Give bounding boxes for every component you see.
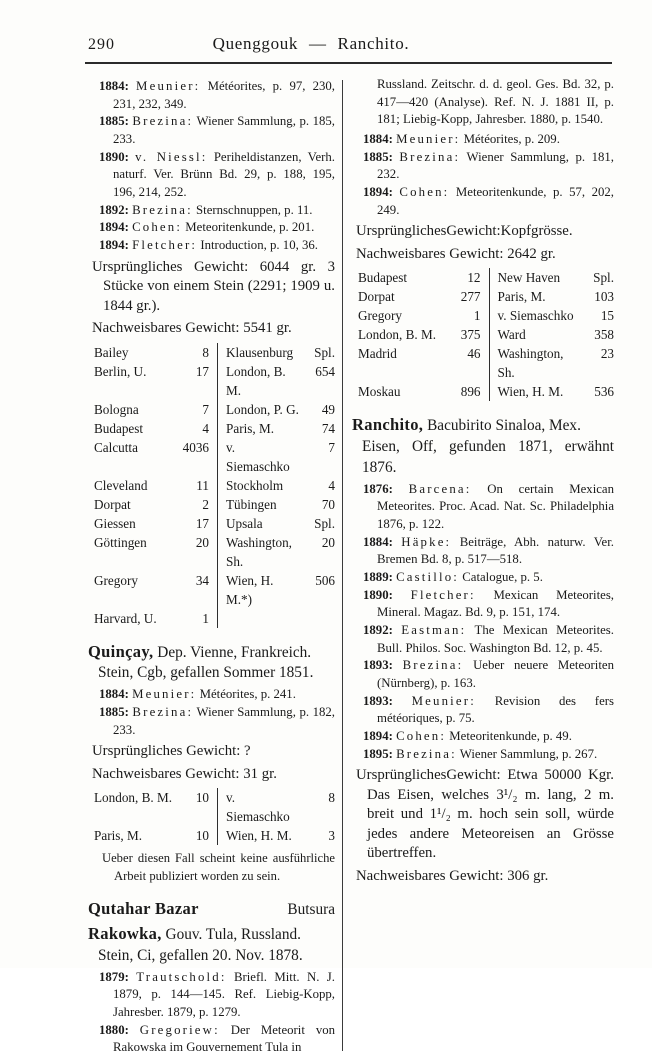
entry-text: Wiener Sammlung, p. 182, 233.	[113, 704, 336, 737]
holder-weight: 536	[594, 384, 614, 400]
entry-year: 1884:	[363, 131, 393, 146]
quenggouk-references	[88, 78, 335, 255]
entry-author: Castillo:	[396, 569, 460, 584]
section-quincay	[88, 641, 335, 886]
entry-text: Beiträge, Abh. naturw. Ver. Bremen Bd. 8, p. 517—518.	[377, 534, 614, 567]
ref-entry	[88, 704, 335, 739]
table-row	[94, 571, 335, 609]
holder-weight: 4036	[182, 439, 209, 455]
holder-weight: 74	[321, 420, 335, 436]
entry-author: Häpke:	[401, 534, 452, 549]
table-row	[94, 438, 335, 476]
holder-weight: 17	[195, 363, 209, 379]
table-row	[358, 268, 614, 287]
ref-entry	[88, 686, 335, 704]
holder-weight: 4	[202, 420, 209, 436]
ref-entry	[88, 219, 335, 237]
holder-name: Calcutta	[94, 439, 138, 455]
meteorite-location: Dep. Vienne, Frankreich.	[153, 643, 312, 661]
holder-name: Moskau	[358, 384, 401, 400]
entry-year: 1894:	[363, 184, 393, 199]
entry-text: Mexican Meteorites, Mineral. Magaz. Bd. 9, p. 151, 174.	[377, 587, 615, 620]
quincay-references	[88, 686, 335, 739]
ref-entry	[352, 746, 614, 764]
meteorite-name: Ranchito,	[352, 415, 424, 435]
meteorite-description: Stein, Ci, gefallen 20. Nov. 1878.	[98, 946, 303, 964]
holder-name: Giessen	[94, 515, 136, 531]
holder-weight: 1	[473, 308, 481, 324]
entry-text: Météorites, p. 209.	[463, 131, 560, 146]
holder-weight: 10	[195, 828, 209, 844]
entry-text: The Mexican Meteorites. Bull. Philos. Soc. Washington Bd. 12, p. 45.	[377, 622, 614, 655]
entry-author: Eastman:	[401, 622, 467, 637]
holder-weight: Spl.	[593, 270, 614, 286]
table-row	[94, 495, 335, 514]
entry-text: Wiener Sammlung, p. 267.	[459, 746, 598, 761]
weight-line: UrsprünglichesGewicht: Etwa 50000 Kgr. Das Eisen, welches 3¹/₂ m. lang, 2 m. breit und 1¹/₂ m. hoch sein soll, würde jedes andere Meteoreisen an Grösse übertreffen.	[356, 767, 614, 862]
holder-name: Ward	[489, 325, 580, 344]
entry-author: Brezina:	[402, 658, 464, 673]
entry-author: Brezina:	[396, 746, 457, 761]
holder-weight: 49	[321, 401, 335, 417]
meteorite-description: Eisen, Off, gefunden 1871, erwähnt 1876.	[362, 438, 614, 476]
holder-weight: 7	[328, 439, 335, 455]
entry-author: Cohen:	[132, 220, 183, 235]
holder-weight: 277	[460, 289, 481, 305]
ref-entry	[88, 969, 335, 1022]
holder-name: Bologna	[94, 401, 139, 417]
ranchito-references	[352, 481, 614, 764]
table-row	[358, 325, 614, 344]
rakowka-weights	[352, 222, 614, 264]
entry-text: Briefl. Mitt. N. J. 1879, p. 144—145. Ref. Liebig-Kopp, Jahresber. 1879, p. 1279.	[113, 969, 335, 1019]
entry-year: 1885:	[99, 114, 129, 129]
table-row	[94, 609, 335, 628]
entry-year: 1885:	[363, 149, 393, 164]
entry-text: Meteoritenkunde, p. 201.	[185, 220, 315, 235]
entry-year: 1884:	[99, 687, 129, 702]
holder-name: Paris, M.	[94, 828, 142, 844]
holder-weight: 3	[328, 828, 335, 844]
holder-name: v. Siemaschko	[217, 438, 300, 476]
entry-year: 1893:	[363, 693, 393, 708]
ref-entry	[352, 569, 614, 587]
quincay-weights	[88, 742, 335, 784]
holder-weight: 896	[460, 384, 481, 400]
meteorite-location: Bacubirito Sinaloa, Mex.	[423, 417, 581, 435]
holder-weight: 7	[202, 401, 209, 417]
holder-weight: 15	[600, 308, 614, 324]
meteorite-name: Quinçay,	[88, 641, 154, 661]
ref-entry	[88, 202, 335, 220]
entry-year: 1876:	[363, 481, 393, 496]
entry-text: Revision des fers météoriques, p. 75.	[377, 693, 614, 726]
meteorite-name: Rakowka,	[88, 924, 162, 944]
entry-author: Brezina:	[132, 202, 193, 217]
entry-author: Cohen:	[396, 728, 447, 743]
rakowka-continuation: Russland. Zeitschr. d. d. geol. Ges. Bd. 32, p. 417—420 (Analyse). Ref. N. J. 1881 II, p. 181; Liebig-Kopp, Jahresber. 1880, p. 1540.	[377, 77, 614, 127]
holder-weight: 2	[202, 496, 209, 512]
entry-text: Météorites, p. 97, 230, 231, 232, 349.	[113, 79, 336, 111]
rakowka-references	[88, 969, 335, 1057]
table-row	[358, 344, 614, 382]
entry-text: Meteoritenkunde, p. 57, 202, 249.	[377, 184, 614, 217]
table-row	[94, 788, 335, 826]
entry-author: Barcena:	[408, 481, 472, 496]
weight-line: Ursprüngliches Gewicht: ?	[92, 743, 251, 760]
header-rule	[85, 62, 612, 64]
holder-name: London, B. M.	[94, 790, 173, 806]
entry-year: 1879:	[99, 969, 129, 984]
cross-reference-qutahar	[88, 899, 335, 919]
ref-entry	[88, 149, 335, 202]
entry-year: 1890:	[363, 587, 393, 602]
ref-entry	[352, 693, 614, 728]
entry-author: Brezina:	[132, 704, 194, 719]
holder-weight: 8	[202, 344, 209, 360]
holder-weight: Spl.	[314, 344, 335, 360]
table-row	[358, 382, 614, 401]
holder-weight: 8	[328, 790, 335, 806]
holder-weight: 46	[467, 346, 481, 362]
entry-author: Gregoriew:	[139, 1022, 220, 1037]
holder-name: Cleveland	[94, 477, 148, 493]
ref-entry	[352, 131, 614, 149]
section-heading	[88, 923, 335, 946]
holder-name: Dorpat	[94, 496, 131, 512]
holder-weight: 12	[467, 270, 481, 286]
table-row	[94, 476, 335, 495]
weight-line: Nachweisbares Gewicht: 5541 gr.	[92, 320, 292, 337]
holder-name: Upsala	[217, 514, 300, 533]
holder-weight: Spl.	[314, 515, 335, 531]
weight-line: Nachweisbares Gewicht: 2642 gr.	[356, 245, 556, 262]
ref-entry	[352, 728, 614, 746]
quincay-holdings-table	[94, 788, 335, 845]
left-column	[88, 76, 335, 1057]
holder-name: Berlin, U.	[94, 363, 147, 379]
holder-weight: 654	[315, 363, 335, 379]
entry-text: Meteoritenkunde, p. 49.	[449, 728, 572, 743]
entry-author: Meunier:	[136, 79, 201, 93]
quenggouk-weights	[88, 258, 335, 339]
holder-weight: 4	[328, 477, 335, 493]
entry-author: Meunier:	[396, 131, 461, 146]
ref-entry	[352, 534, 614, 569]
table-row	[358, 287, 614, 306]
holder-weight: 506	[315, 572, 335, 588]
entry-author: Fletcher:	[132, 237, 198, 252]
holder-name: Paris, M.	[489, 287, 580, 306]
holder-name	[217, 609, 300, 628]
holder-name: Paris, M.	[217, 419, 300, 438]
ref-entry	[352, 587, 614, 622]
rakowka-references-continued	[352, 131, 614, 219]
holder-name: v. Siemaschko	[489, 306, 580, 325]
holder-weight: 103	[594, 289, 614, 305]
entry-author: Meunier:	[132, 687, 197, 702]
section-heading	[352, 414, 614, 437]
rakowka-holdings-table	[358, 268, 614, 401]
table-row	[94, 514, 335, 533]
holder-weight	[300, 609, 335, 628]
holder-name: London, P. G.	[217, 400, 300, 419]
cross-reference-target: Butsura	[287, 901, 335, 919]
meteorite-location: Gouv. Tula, Russland.	[161, 926, 301, 944]
holder-weight: 1	[202, 610, 209, 626]
entry-year: 1884:	[363, 534, 393, 549]
holder-name: Budapest	[94, 420, 144, 436]
ref-entry	[352, 657, 614, 692]
holder-weight: 20	[195, 534, 209, 550]
holder-name: Klausenburg	[217, 343, 300, 362]
entry-year: 1894:	[363, 728, 393, 743]
holder-name: Stockholm	[217, 476, 300, 495]
holder-weight: 375	[460, 327, 481, 343]
entry-year: 1892:	[99, 202, 129, 217]
section-rakowka	[88, 923, 335, 1057]
entry-text: Catalogue, p. 5.	[462, 569, 543, 584]
weight-line: UrsprünglichesGewicht:Kopfgrösse.	[356, 223, 573, 240]
entry-year: 1892:	[363, 622, 393, 637]
ranchito-weights	[352, 766, 614, 886]
ref-entry	[352, 184, 614, 219]
holder-name: Wien, H. M.*)	[217, 571, 300, 609]
entry-author: v. Niessl:	[135, 149, 208, 164]
page-number: 290	[88, 36, 115, 53]
section-ranchito	[352, 414, 614, 886]
holder-weight: 10	[195, 790, 209, 806]
entry-year: 1880:	[99, 1022, 129, 1037]
entry-year: 1889:	[363, 569, 393, 584]
holder-weight: 11	[196, 477, 209, 493]
entry-author: Meunier:	[411, 693, 476, 708]
entry-year: 1895:	[363, 746, 393, 761]
entry-text: Introduction, p. 10, 36.	[200, 237, 318, 252]
ref-entry	[352, 622, 614, 657]
entry-author: Fletcher:	[410, 587, 476, 602]
entry-text: Der Meteorit von Rakowska im Gouvernement Tula in	[113, 1022, 336, 1055]
holder-name: Gregory	[358, 308, 402, 324]
entry-year: 1890:	[99, 149, 129, 164]
ref-entry	[88, 1022, 335, 1057]
holder-name: Gregory	[94, 572, 138, 588]
page-header	[0, 0, 652, 62]
entry-author: Cohen:	[399, 184, 450, 199]
meteorite-description: Stein, Cgb, gefallen Sommer 1851.	[98, 664, 314, 682]
entry-text: Wiener Sammlung, p. 181, 232.	[377, 149, 615, 182]
holder-name: Washington, Sh.	[217, 533, 300, 571]
holder-weight: 23	[600, 346, 614, 362]
holder-weight: 20	[321, 534, 335, 550]
holder-name: London, B. M.	[217, 362, 300, 400]
ref-entry	[88, 78, 335, 113]
entry-year: 1894:	[99, 220, 129, 235]
table-row	[94, 419, 335, 438]
entry-author: Brezina:	[132, 114, 194, 129]
entry-author: Brezina:	[399, 149, 461, 164]
holder-name: Wien, H. M.	[217, 826, 300, 845]
quincay-note: Ueber diesen Fall scheint keine ausführliche Arbeit publiziert worden zu sein.	[102, 851, 335, 884]
holder-weight: 17	[195, 515, 209, 531]
weight-line: Nachweisbares Gewicht: 306 gr.	[356, 867, 549, 884]
entry-text: On certain Mexican Meteorites. Proc. Acad. Nat. Sc. Philadelphia 1876, p. 122.	[377, 481, 615, 532]
entry-year: 1884:	[99, 79, 129, 93]
weight-line: Ursprüngliches Gewicht: 6044 gr. 3 Stücke von einem Stein (2291; 1909 u. 1844 gr.).	[92, 258, 335, 314]
two-column-body	[88, 76, 614, 1057]
entry-text: Sternschnuppen, p. 11.	[196, 202, 313, 217]
holder-name: Bailey	[94, 344, 129, 360]
holder-name: Madrid	[358, 346, 397, 362]
table-row	[94, 362, 335, 400]
meteorite-name: Qutahar Bazar	[88, 899, 199, 919]
table-row	[94, 533, 335, 571]
weight-line: Nachweisbares Gewicht: 31 gr.	[92, 765, 277, 782]
ref-entry	[88, 237, 335, 255]
entry-text: Météorites, p. 241.	[199, 687, 296, 702]
entry-text: Wiener Sammlung, p. 185, 233.	[113, 114, 336, 146]
holder-weight: 358	[594, 327, 614, 343]
table-row	[358, 306, 614, 325]
entry-author: Trautschold:	[136, 969, 227, 984]
section-heading	[88, 641, 335, 664]
holder-name: Washington, Sh.	[489, 344, 580, 382]
entry-text: Periheldistanzen, Verh. naturf. Ver. Brünn Bd. 29, p. 188, 195, 196, 214, 252.	[113, 149, 336, 199]
page-title: Quenggouk — Ranchito.	[212, 34, 410, 53]
holder-name: Dorpat	[358, 289, 395, 305]
ref-entry	[88, 113, 335, 148]
ref-entry	[352, 481, 614, 534]
ref-entry	[352, 149, 614, 184]
entry-year: 1893:	[363, 658, 393, 673]
table-row	[94, 343, 335, 362]
quenggouk-holdings-table	[94, 343, 335, 628]
holder-name: New Haven	[489, 268, 580, 287]
holder-name: Göttingen	[94, 534, 147, 550]
table-row	[94, 400, 335, 419]
right-column	[352, 76, 614, 1057]
entry-year: 1894:	[99, 237, 129, 252]
holder-name: London, B. M.	[358, 327, 437, 343]
holder-name: Harvard, U.	[94, 610, 157, 626]
column-divider	[342, 80, 343, 1051]
holder-name: Budapest	[358, 270, 408, 286]
holder-name: v. Siemaschko	[217, 788, 300, 826]
holder-weight: 70	[321, 496, 335, 512]
holder-name: Wien, H. M.	[489, 382, 580, 401]
entry-text: Ueber neuere Meteoriten (Nürnberg), p. 163.	[377, 658, 614, 690]
holder-weight: 34	[195, 572, 209, 588]
entry-year: 1885:	[99, 704, 129, 719]
table-row	[94, 826, 335, 845]
holder-name: Tübingen	[217, 495, 300, 514]
